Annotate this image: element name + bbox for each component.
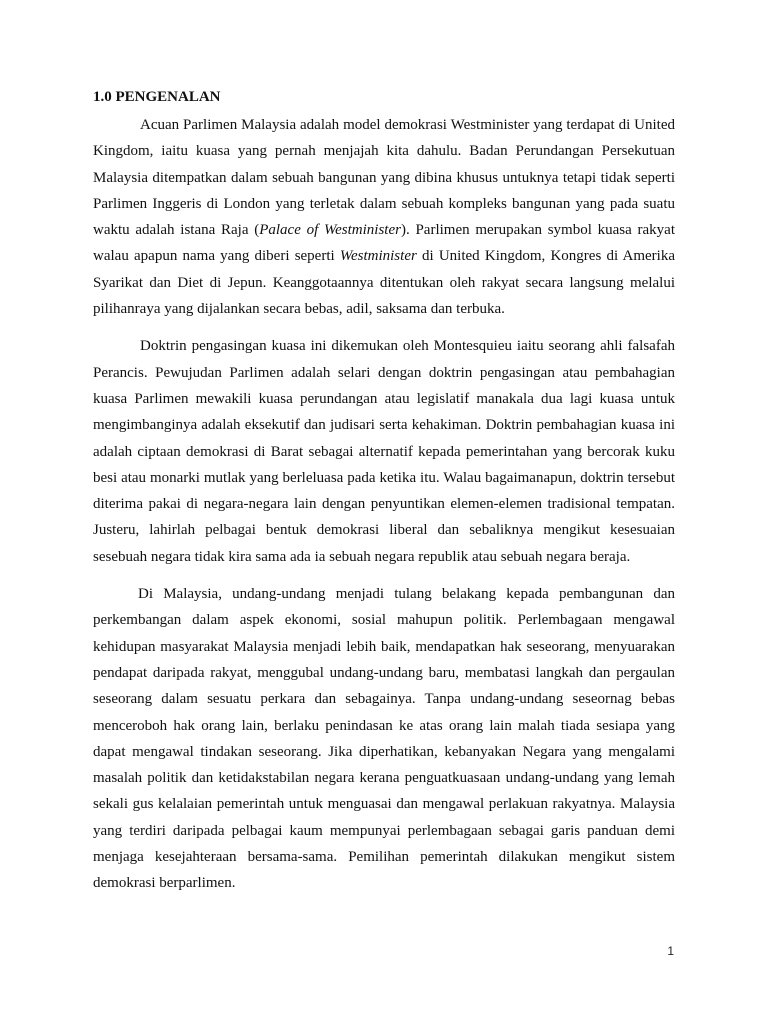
paragraph-3-run: Di Malaysia, undang-undang menjadi tulang belakang kepada pembangunan dan perkembangan dalam aspek ekonomi, sosial mahupun politik. Perlembagaan mengawal kehidupan masyarakat Malaysia menjadi lebih baik, mendapatkan hak seseorang, menyuarakan pendapat daripada rakyat, menggubal undang-undang baru, membatasi langkah dan pergaulan seseorang dalam sesuatu perkara dan sebagainya. Tanpa undang-undang seseornag bebas menceroboh hak orang lain, berlaku penindasan ke atas orang lain malah tiada sesiapa yang dapat mengawal tindakan seseorang. Jika diperhatikan, kebanyakan Negara yang mengalami masalah politik dan ketidakstabilan negara kerana penguatkuasaan undang-undang yang lemah sekali gus kelalaian pemerintah untuk menguasai dan mengawal perlakuan rakyatnya. Malaysia yang terdiri daripada pelbagai kaum mempunyai perlembagaan sebagai garis panduan demi menjaga kesejahteraan bersama-sama. Pemilihan pemerintah dilakukan mengikut sistem demokrasi berparlimen. [93, 586, 675, 892]
paragraph-1 [93, 112, 675, 322]
paragraph-1-italic-run: Westminister [339, 248, 417, 265]
paragraph-2-run: Doktrin pengasingan kuasa ini dikemukan oleh Montesquieu iaitu seorang ahli falsafah Perancis. Pewujudan Parlimen adalah selari dengan doktrin pengasingan atau pembahagian kuasa Parlimen mewakili kuasa perundangan atau legislatif manakala dua lagi kuasa untuk mengimbanginya adalah eksekutif dan judisari serta kehakiman. Doktrin pembahagian kuasa ini adalah ciptaan demokrasi di Barat sebagai alternatif kepada pemerintahan yang bercorak kuku besi atau monarki mutlak yang berleluasa pada ketika itu. Walau bagaimanapun, doktrin tersebut diterima pakai di negara-negara lain dengan penyuntikan elemen-elemen tradisional tempatan. Justeru, lahirlah pelbagai bentuk demokrasi liberal dan sebaliknya mengikut kesesuaian sesebuah negara tidak kira sama ada ia sebuah negara republik atau sebuah negara beraja. [93, 338, 675, 565]
paragraph-1-run: di United Kingdom, Kongres di Amerika Syarikat dan Diet di Jepun. Keanggotaannya ditentukan oleh rakyat secara langsung melalui pilihanraya yang dijalankan secara bebas, adil, saksama dan terbuka. [93, 248, 675, 318]
paragraph-1-run: ). Parlimen merupakan symbol kuasa rakyat walau apapun nama yang diberi seperti [93, 222, 675, 265]
document-body [93, 84, 675, 908]
paragraph-3 [93, 581, 675, 897]
section-heading: 1.0 PENGENALAN [93, 89, 221, 105]
paragraph-1-run: Acuan Parlimen Malaysia adalah model demokrasi Westminister yang terdapat di United Kingdom, iaitu kuasa yang pernah menjajah kita dahulu. Badan Perundangan Persekutuan Malaysia ditempatkan dalam sebuah bangunan yang dibina khusus untuknya tetapi tidak seperti Parlimen Inggeris di London yang terletak dalam sebuah kompleks bangunan yang pada suatu waktu adalah istana Raja ( [93, 117, 675, 239]
page-number: 1 [667, 944, 674, 958]
paragraph-2 [93, 333, 675, 570]
paragraph-1-italic-run: Palace of Westminister [259, 222, 401, 239]
